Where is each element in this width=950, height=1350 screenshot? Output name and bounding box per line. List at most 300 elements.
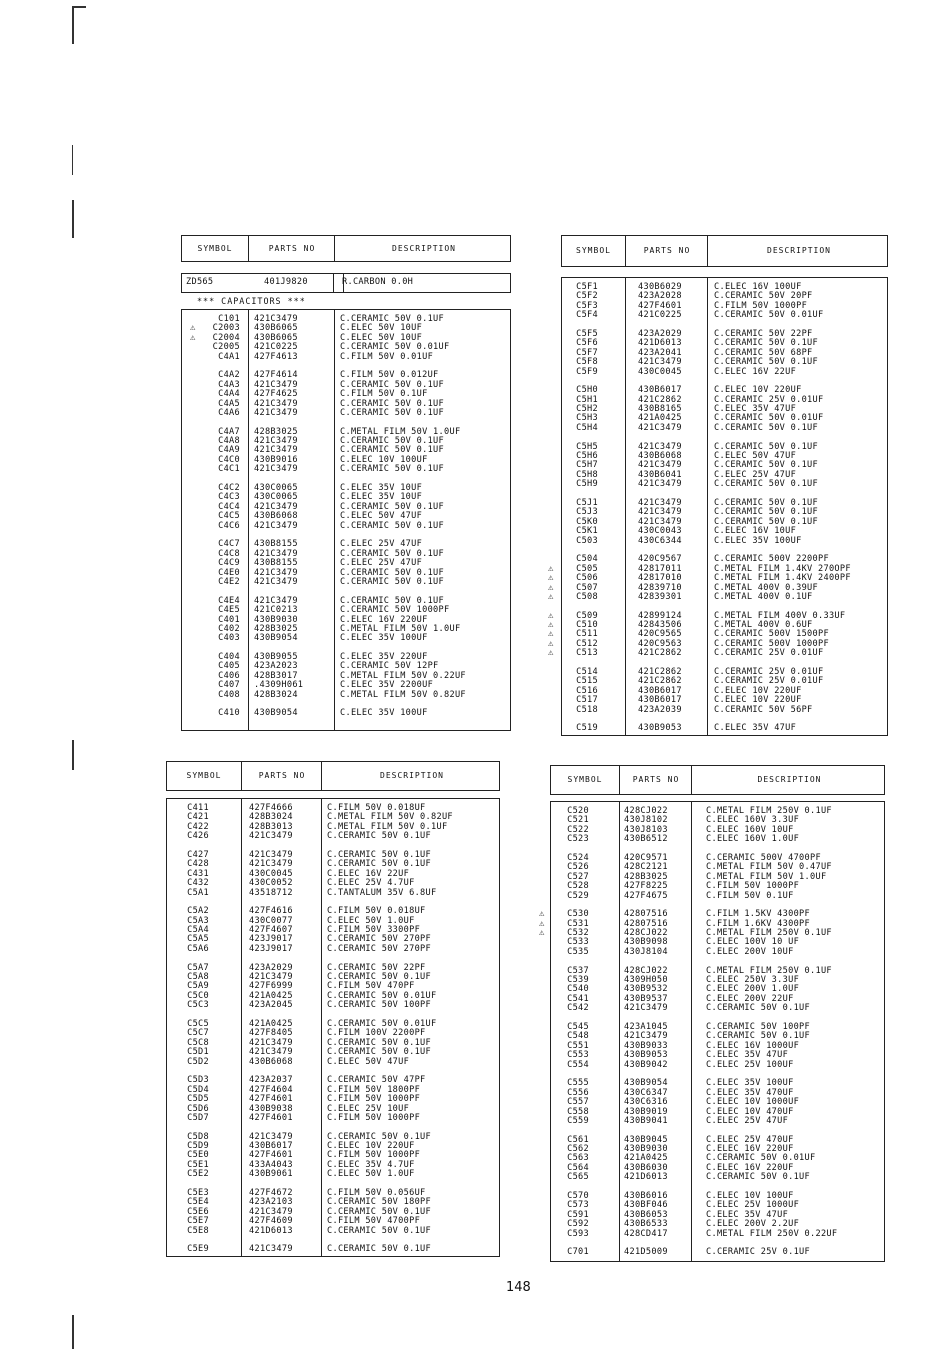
symbol: C5K0 (576, 516, 598, 527)
symbol: C5F1 (576, 282, 598, 292)
part-number: 427F8225 (624, 881, 668, 892)
part-number: 421C0213 (254, 605, 298, 616)
description: C.CERAMIC 50V 0.01UF (327, 990, 437, 1001)
parts-table-bottom-right (539, 765, 885, 1262)
part-number: 421C3479 (638, 422, 682, 433)
symbol: C5F6 (576, 338, 598, 349)
part-number: 428B3025 (254, 426, 298, 437)
description: C.CERAMIC 50V 0.1UF (340, 464, 445, 475)
description: C.FILM 50V 3300PF (327, 925, 421, 936)
description: C.ELEC 160V 10UF (706, 824, 794, 835)
description: C.ELEC 35V 47UF (706, 1050, 789, 1061)
symbol: C5A5 (187, 934, 209, 945)
table-row (167, 1170, 499, 1179)
symbol: C5F9 (576, 366, 598, 377)
part-number: 421C3479 (249, 1244, 293, 1255)
symbol: C5F5 (576, 328, 598, 339)
margin-mark (72, 1315, 74, 1349)
symbol: C513 (576, 648, 598, 659)
page-number: 148 (506, 1280, 531, 1295)
part-number: 421C3479 (254, 567, 298, 578)
part-number: 430B6053 (624, 1209, 668, 1220)
description: C.ELEC 160V 3.3UF (706, 815, 800, 826)
symbol: C531 (567, 918, 589, 929)
table-row (182, 522, 510, 531)
symbol: C5H7 (576, 460, 598, 471)
part-number: 430B9033 (624, 1040, 668, 1051)
part-number: 421C3479 (638, 479, 682, 490)
symbol: C5E0 (187, 1150, 209, 1161)
symbol: C5H0 (576, 385, 598, 396)
symbol: C5H2 (576, 404, 598, 415)
symbol: C591 (567, 1209, 589, 1220)
description: C.ELEC 10V 220UF (714, 685, 802, 696)
symbol-header: SYMBOL (576, 246, 611, 256)
part-number: 428B3024 (249, 812, 293, 823)
description: C.FILM 50V 1000PF (327, 1112, 421, 1123)
part-number: 430C0045 (249, 868, 293, 879)
part-number: 421D6013 (624, 1172, 668, 1183)
part-number: 430B6065 (254, 323, 298, 334)
safety-warning-icon: ⚠ (548, 629, 554, 640)
part-number: 42817011 (638, 563, 682, 574)
part-number: 427F4614 (254, 370, 298, 381)
description: C.CERAMIC 50V 0.1UF (714, 357, 819, 368)
symbol: C5H9 (576, 479, 598, 490)
symbol: C4E2 (218, 576, 240, 587)
symbol: C510 (576, 620, 598, 631)
part-number: 430B9054 (254, 708, 298, 719)
part-number: 401J9820 (264, 277, 308, 287)
safety-warning-icon: ⚠ (539, 918, 545, 929)
part-number: 428B3013 (249, 821, 293, 832)
description: C.CERAMIC 50V 0.1UF (327, 1131, 432, 1142)
description: C.FILM 1.5KV 4300PF (706, 909, 811, 920)
description: C.CERAMIC 500V 1000PF (714, 638, 829, 649)
part-number: 421C3479 (249, 849, 293, 860)
part-number: 421C3479 (254, 595, 298, 606)
description: C.ELEC 16V 220UF (706, 1144, 794, 1155)
symbol-header: SYMBOL (197, 243, 233, 253)
symbol: C573 (567, 1200, 589, 1211)
description: C.METAL FILM 50V 0.1UF (327, 821, 448, 832)
description: C.ELEC 160V 1.0UF (706, 834, 800, 845)
margin-mark (72, 200, 74, 238)
parts-no-header: PARTS NO (625, 236, 708, 266)
description: C.ELEC 35V 100UF (706, 1078, 794, 1089)
description: C.CERAMIC 50V 0.1UF (714, 422, 819, 433)
symbol: C5F8 (576, 357, 598, 368)
description: C.ELEC 200V 1.0UF (706, 984, 800, 995)
part-number: 421C3479 (254, 379, 298, 390)
part-number: 430B6016 (624, 1191, 668, 1202)
part-number: 421C3479 (249, 1037, 293, 1048)
symbol: C519 (576, 723, 598, 734)
description: C.METAL FILM 50V 0.82UF (327, 812, 453, 823)
description: C.CERAMIC 50V 0.1UF (327, 1206, 432, 1217)
table-body (166, 798, 500, 1257)
description: C.CERAMIC 50V 100PF (706, 1021, 811, 1032)
rows (182, 315, 510, 719)
description: C.ELEC 16V 1000UF (706, 1040, 800, 1051)
description-header: DESCRIPTION (321, 762, 502, 790)
symbol: C509 (576, 610, 598, 621)
part-number: 430B9019 (624, 1106, 668, 1117)
parts-no-header: PARTS NO (248, 236, 335, 261)
description: C.ELEC 200V 2.2UF (706, 1219, 800, 1230)
symbol: C5D4 (187, 1084, 209, 1095)
part-number: 430B8155 (254, 539, 298, 550)
symbol: C5A7 (187, 962, 209, 973)
part-number: 423A2023 (254, 661, 298, 672)
part-number: 430B9061 (249, 1169, 293, 1180)
part-number: 430B6068 (254, 511, 298, 522)
description: C.CERAMIC 25V 0.01UF (714, 394, 824, 405)
part-number: 421C3479 (249, 1131, 293, 1142)
part-number: 427F4609 (249, 1216, 293, 1227)
symbol: C537 (567, 965, 589, 976)
description: C.METAL FILM 50V 0.22UF (340, 670, 466, 681)
description: C.ELEC 10V 100UF (706, 1191, 794, 1202)
part-number: 430B9053 (624, 1050, 668, 1061)
part-number: 421C3479 (624, 1031, 668, 1042)
description: C.METAL FILM 50V 1.0UF (340, 623, 461, 634)
description: C.CERAMIC 50V 0.01UF (706, 1153, 816, 1164)
symbol: C522 (567, 824, 589, 835)
part-number: 423A2041 (638, 347, 682, 358)
description: C.ELEC 35V 4.7UF (327, 1159, 415, 1170)
description: C.CERAMIC 50V 68PF (714, 347, 813, 358)
description: C.FILM 50V 0.01UF (340, 351, 434, 362)
table-row (182, 353, 510, 362)
table-row (551, 1173, 884, 1182)
symbol: C5A8 (187, 972, 209, 983)
symbol: C520 (567, 806, 589, 816)
symbol: C5E6 (187, 1206, 209, 1217)
part-number: 430B8165 (638, 404, 682, 415)
part-number: 430B6068 (638, 451, 682, 462)
part-number: 427F6999 (249, 981, 293, 992)
description: C.ELEC 50V 47UF (714, 451, 797, 462)
symbol: C5C0 (187, 990, 209, 1001)
description: C.ELEC 25V 47UF (340, 558, 423, 569)
table-row (167, 889, 499, 898)
part-number: 421C3479 (254, 398, 298, 409)
part-number: 427F4601 (249, 1150, 293, 1161)
symbol: C422 (187, 821, 209, 832)
description: C.CERAMIC 50V 100PF (327, 1000, 432, 1011)
description: C.ELEC 50V 10UF (340, 323, 423, 334)
symbol: C5E3 (187, 1188, 209, 1199)
part-number: 42839301 (638, 591, 682, 602)
symbol: C512 (576, 638, 598, 649)
description: C.ELEC 35V 10UF (340, 492, 423, 503)
part-number: 421C3479 (254, 314, 298, 324)
symbol: C406 (218, 670, 240, 681)
symbol: C517 (576, 695, 598, 706)
symbol: C5C5 (187, 1018, 209, 1029)
symbol: C551 (567, 1040, 589, 1051)
table-row (562, 424, 887, 433)
symbol: C558 (567, 1106, 589, 1117)
table-header (166, 761, 500, 791)
safety-warning-icon: ⚠ (190, 332, 196, 343)
symbol: C428 (187, 859, 209, 870)
section-label: *** CAPACITORS *** (197, 296, 306, 306)
part-number: 420C9571 (624, 852, 668, 863)
part-number: 423A2045 (249, 1000, 293, 1011)
part-number: 430B6533 (624, 1219, 668, 1230)
description: C.CERAMIC 500V 1500PF (714, 629, 829, 640)
part-number: 428B3025 (624, 871, 668, 882)
part-number: 427F8405 (249, 1028, 293, 1039)
part-number: 423A2039 (638, 704, 682, 715)
part-number: 427F4613 (254, 351, 298, 362)
symbol: C592 (567, 1219, 589, 1230)
symbol: C5A1 (187, 887, 209, 898)
description: C.ELEC 250V 3.3UF (706, 975, 800, 986)
symbol: C5A4 (187, 925, 209, 936)
first-row (181, 273, 344, 293)
description: C.CERAMIC 500V 4700PF (706, 852, 821, 863)
part-number: 420C9563 (638, 638, 682, 649)
description: C.METAL FILM 250V 0.1UF (706, 965, 832, 976)
description: C.CERAMIC 50V 0.1UF (340, 595, 445, 606)
description: C.CERAMIC 25V 0.01UF (714, 667, 824, 678)
part-number: 430B9053 (638, 723, 682, 734)
table-row (562, 724, 887, 733)
symbol: C557 (567, 1097, 589, 1108)
description: C.CERAMIC 50V 1000PF (340, 605, 450, 616)
symbol: C426 (187, 831, 209, 842)
description: C.ELEC 25V 100UF (706, 1059, 794, 1070)
part-number: .4309H061 (254, 680, 304, 691)
description: C.CERAMIC 50V 0.1UF (714, 516, 819, 527)
part-number: 430J8103 (624, 824, 668, 835)
description: C.FILM 50V 0.056UF (327, 1188, 426, 1199)
symbol: C5H1 (576, 394, 598, 405)
symbol: C545 (567, 1021, 589, 1032)
table-row (551, 1248, 884, 1257)
table-row (182, 691, 510, 700)
description: C.METAL FILM 250V 0.22UF (706, 1228, 838, 1239)
part-number: 421C3479 (254, 501, 298, 512)
description: C.CERAMIC 50V 22PF (714, 328, 813, 339)
description: C.CERAMIC 50V 0.1UF (706, 1031, 811, 1042)
description: C.METAL FILM 1.4KV 2400PF (714, 573, 851, 584)
part-number: 421C3479 (254, 407, 298, 418)
description: C.FILM 50V 0.1UF (340, 389, 428, 400)
description: C.ELEC 50V 10UF (340, 332, 423, 343)
symbol: C556 (567, 1087, 589, 1098)
part-number: 430B6068 (249, 1056, 293, 1067)
description: C.ELEC 25V 47UF (714, 469, 797, 480)
description: C.ELEC 35V 220UF (340, 652, 428, 663)
description: C.FILM 1.6KV 4300PF (706, 918, 811, 929)
table-row (562, 537, 887, 546)
part-number: 421C2862 (638, 394, 682, 405)
description-header: DESCRIPTION (691, 766, 887, 794)
description: C.CERAMIC 50V 0.1UF (327, 1244, 432, 1255)
symbol: C565 (567, 1172, 589, 1183)
description: C.ELEC 10V 1000UF (706, 1097, 800, 1108)
symbol: C2003 (212, 323, 240, 334)
description: C.CERAMIC 50V 0.1UF (340, 436, 445, 447)
part-number: 428B3024 (254, 689, 298, 700)
symbol: C561 (567, 1134, 589, 1145)
part-number: 430B9532 (624, 984, 668, 995)
part-number: 430B9055 (254, 652, 298, 663)
part-number: 421A0425 (638, 413, 682, 424)
safety-warning-icon: ⚠ (539, 909, 545, 920)
symbol: C4A2 (218, 370, 240, 381)
part-number: 430B6512 (624, 834, 668, 845)
symbol: C542 (567, 1003, 589, 1014)
description: C.CERAMIC 50V 0.01UF (714, 310, 824, 321)
symbol: C4C7 (218, 539, 240, 550)
symbol: C432 (187, 878, 209, 889)
description: C.ELEC 50V 1.0UF (327, 1169, 415, 1180)
symbol: C5E2 (187, 1169, 209, 1180)
part-number: 430B6065 (254, 332, 298, 343)
part-number: 4309H050 (624, 975, 668, 986)
symbol-header: SYMBOL (567, 775, 603, 785)
part-number: 430B6017 (638, 385, 682, 396)
description: C.CERAMIC 25V 0.01UF (714, 648, 824, 659)
part-number: 421A0425 (624, 1153, 668, 1164)
description: C.METAL FILM 50V 0.47UF (706, 862, 832, 873)
description: C.ELEC 35V 47UF (714, 404, 797, 415)
description: C.ELEC 10V 100UF (340, 454, 428, 465)
symbol: C403 (218, 633, 240, 644)
symbol: C532 (567, 928, 589, 939)
description: C.CERAMIC 50V 0.1UF (327, 831, 432, 842)
description: C.CERAMIC 50V 0.1UF (714, 338, 819, 349)
part-number: 421C3479 (249, 859, 293, 870)
symbol: C4C6 (218, 520, 240, 531)
table-body (181, 309, 511, 731)
description: C.CERAMIC 50V 0.01UF (327, 1018, 437, 1029)
symbol: C514 (576, 667, 598, 678)
symbol: C5F2 (576, 291, 598, 302)
symbol: C4C8 (218, 548, 240, 559)
symbol: C570 (567, 1191, 589, 1202)
description: C.CERAMIC 50V 0.1UF (340, 407, 445, 418)
table-header (181, 235, 511, 262)
description: C.METAL FILM 250V 0.1UF (706, 806, 832, 816)
symbol: C4C3 (218, 492, 240, 503)
symbol: C5C3 (187, 1000, 209, 1011)
part-number: 427F4666 (249, 803, 293, 813)
symbol: C540 (567, 984, 589, 995)
description: C.ELEC 10V 220UF (714, 385, 802, 396)
description: C.ELEC 10V 220UF (714, 695, 802, 706)
part-number: 430B9030 (624, 1144, 668, 1155)
part-number: 433A4043 (249, 1159, 293, 1170)
description: C.ELEC 100V 10 UF (706, 937, 800, 948)
safety-warning-icon: ⚠ (190, 323, 196, 334)
symbol: C529 (567, 890, 589, 901)
part-number: 428CJ022 (624, 928, 668, 939)
symbol: C5H4 (576, 422, 598, 433)
symbol-header: SYMBOL (186, 771, 222, 781)
symbol: C5D6 (187, 1103, 209, 1114)
symbol: C523 (567, 834, 589, 845)
symbol: C533 (567, 937, 589, 948)
table-body (548, 277, 888, 736)
symbol: C5K1 (576, 526, 598, 537)
part-number: 427F4672 (249, 1188, 293, 1199)
part-number: 430B8155 (254, 558, 298, 569)
part-number: 430B9045 (624, 1134, 668, 1145)
part-number: 430C6316 (624, 1097, 668, 1108)
symbol: C5H6 (576, 451, 598, 462)
symbol: C553 (567, 1050, 589, 1061)
description: C.ELEC 50V 47UF (327, 1056, 410, 1067)
part-number: 421C2862 (638, 676, 682, 687)
part-number: 421C3479 (638, 507, 682, 518)
symbol: C404 (218, 652, 240, 663)
part-number: 430J8104 (624, 946, 668, 957)
symbol: C2004 (212, 332, 240, 343)
symbol: C526 (567, 862, 589, 873)
rows (167, 804, 499, 1255)
part-number: 423A1045 (624, 1021, 668, 1032)
part-number: 430J8102 (624, 815, 668, 826)
description: C.CERAMIC 50V 0.1UF (327, 849, 432, 860)
part-number: 421C2862 (638, 667, 682, 678)
description: C.CERAMIC 50V 0.1UF (340, 501, 445, 512)
symbol: C521 (567, 815, 589, 826)
part-number: 430C0043 (638, 526, 682, 537)
description: C.ELEC 35V 470UF (706, 1087, 794, 1098)
rows (539, 806, 884, 1258)
description: C.FILM 50V 0.018UF (327, 906, 426, 917)
description: C.CERAMIC 50V 180PF (327, 1197, 432, 1208)
part-number: 427F4604 (249, 1084, 293, 1095)
description: C.CERAMIC 50V 0.1UF (340, 398, 445, 409)
part-number: 421A0425 (249, 1018, 293, 1029)
part-number: 430B6017 (249, 1141, 293, 1152)
part-number: 423A2028 (638, 291, 682, 302)
description: C.ELEC 50V 47UF (340, 511, 423, 522)
symbol: C518 (576, 704, 598, 715)
symbol: C4C1 (218, 464, 240, 475)
symbol: C564 (567, 1162, 589, 1173)
description: R.CARBON 0.0H (342, 277, 414, 287)
description: C.METAL FILM 250V 0.1UF (706, 928, 832, 939)
description: C.ELEC 16V 220UF (706, 1162, 794, 1173)
symbol: C505 (576, 563, 598, 574)
symbol: C530 (567, 909, 589, 920)
part-number: 421C3479 (638, 516, 682, 527)
description: C.CERAMIC 50V 0.1UF (340, 548, 445, 559)
description: C.ELEC 25V 47UF (340, 539, 423, 550)
description-header: DESCRIPTION (707, 236, 890, 266)
symbol: C701 (567, 1247, 589, 1258)
part-number: 430C0065 (254, 483, 298, 494)
table-row (551, 835, 884, 844)
part-number: 428CJ022 (624, 806, 668, 816)
part-number: 427F4625 (254, 389, 298, 400)
symbol: C508 (576, 591, 598, 602)
symbol: C427 (187, 849, 209, 860)
part-number: 421C3479 (254, 436, 298, 447)
symbol: C5D1 (187, 1047, 209, 1058)
symbol: C5F7 (576, 347, 598, 358)
part-number: 423A2029 (249, 962, 293, 973)
table-row (167, 832, 499, 841)
